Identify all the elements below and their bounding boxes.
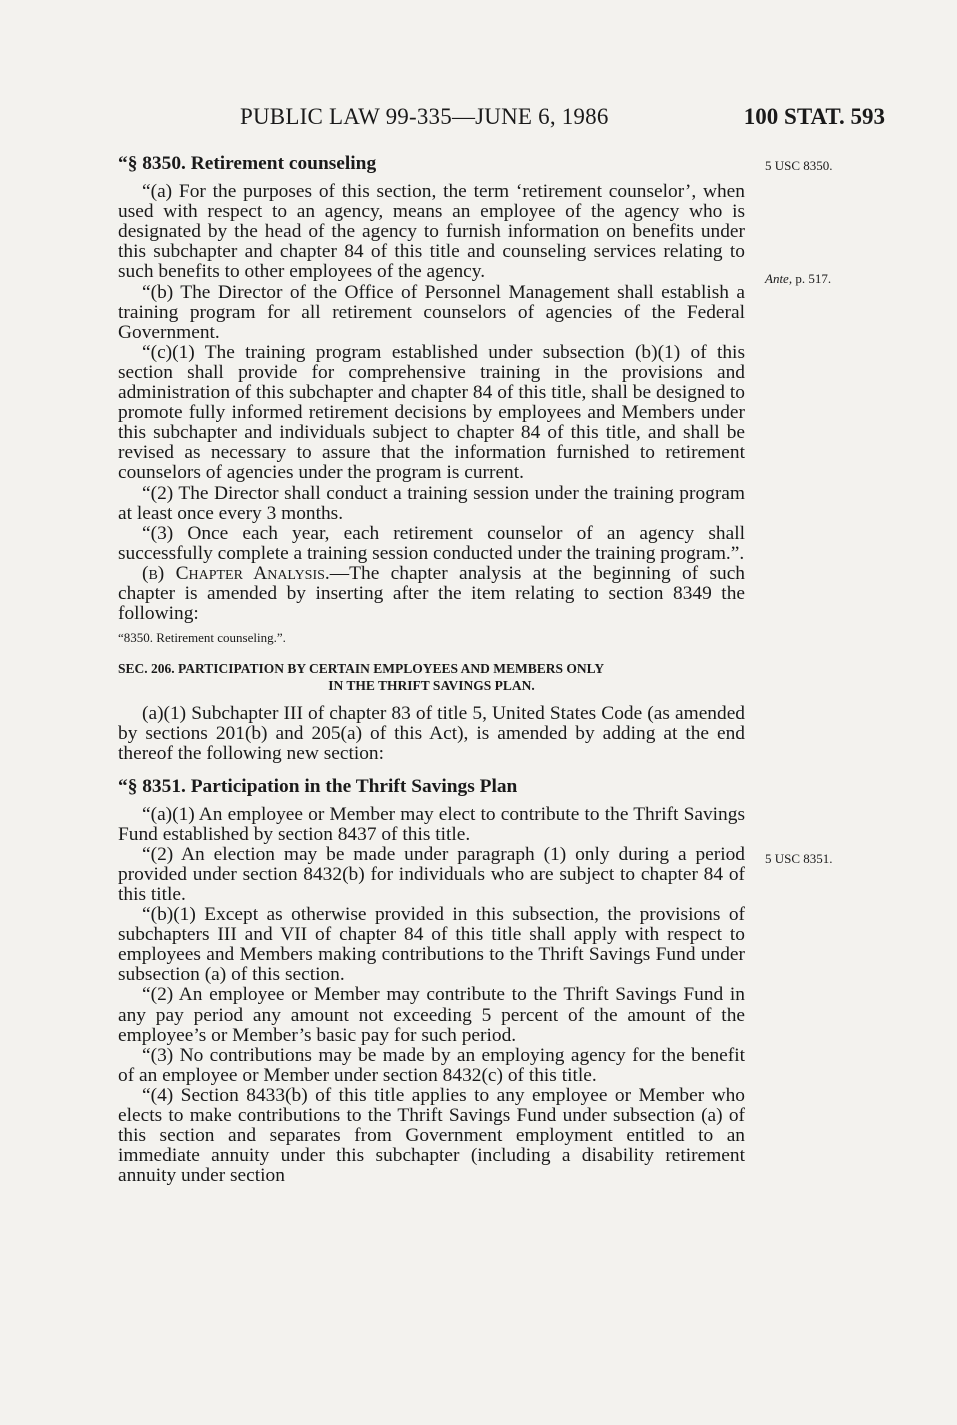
paragraph-8350-c3: “(3) Once each year, each retirement counselor of an agency shall successfully complete a training session conducted under the training program.”. — [118, 522, 745, 564]
paragraph-8351-b3: “(3) No contributions may be made by an employing agency for the benefit of an employee or Member under section 8432(c) of this title. — [118, 1044, 745, 1086]
main-text-column — [118, 154, 745, 1186]
paragraph-8350-c1: “(c)(1) The training program established under subsection (b)(1) of this section shall provide for comprehensive training in the provisions and administration of this subchapter and chapter 84 of this title, shall be designed to promote fully informed retirement decisions by employees and Members under this subchapter and individuals subject to chapter 84 of this title, and shall be revised as necessary to assure that the information furnished to retirement counselors of agencies under the program is current. — [118, 341, 745, 484]
running-header-stat-page: 100 STAT. 593 — [743, 104, 885, 129]
paragraph-8351-a1: “(a)(1) An employee or Member may elect to contribute to the Thrift Savings Fund established by section 8437 of this title. — [118, 803, 745, 845]
margin-note-usc-8351: 5 USC 8351. — [765, 851, 833, 866]
section-206-heading-line2: IN THE THRIFT SAVINGS PLAN. — [328, 678, 535, 694]
section-8350-heading: “§ 8350. Retirement counseling — [118, 153, 377, 174]
margin-note-usc-8350: 5 USC 8350. — [765, 158, 833, 173]
paragraph-206-a1: (a)(1) Subchapter III of chapter 83 of title 5, United States Code (as amended by sections 201(b) and 205(a) of this Act), is amended by adding at the end thereof the following new section: — [118, 703, 745, 765]
paragraph-8351-b1: “(b)(1) Except as otherwise provided in this subsection, the provisions of subchapters III and VII of chapter 84 of this title shall apply with respect to employees and Members making contributions to the Thrift Savings Fund under subsection (a) of this section. — [118, 904, 745, 986]
section-206-heading — [118, 660, 745, 694]
paragraph-8350-c2: “(2) The Director shall conduct a training session under the training program at least once every 3 months. — [118, 482, 745, 524]
section-206-heading-line1: SEC. 206. PARTICIPATION BY CERTAIN EMPLOYEES AND MEMBERS ONLY — [118, 661, 605, 677]
chapter-analysis-label: (b) Chapter Analysis. — [142, 562, 330, 584]
section-8351-heading: “§ 8351. Participation in the Thrift Savings Plan — [118, 775, 518, 797]
chapter-analysis-item-8350: “8350. Retirement counseling.”. — [118, 630, 286, 646]
margin-note-ante-page: p. 517. — [792, 271, 832, 286]
paragraph-8351-b4: “(4) Section 8433(b) of this title applies to any employee or Member who elects to make contributions to the Thrift Savings Fund under subsection (a) of this section and separates from Government employment entitled to an immediate annuity under this subchapter (including a disability retirement annuity under section — [118, 1084, 745, 1187]
paragraph-chapter-analysis — [118, 564, 745, 624]
running-header-title: PUBLIC LAW 99-335—JUNE 6, 1986 — [240, 104, 609, 129]
paragraph-8351-a2: “(2) An election may be made under paragraph (1) only during a period provided under section 8432(b) for individuals who are subject to chapter 84 of this title. — [118, 843, 745, 905]
chapter-analysis-text: —The chapter analysis at the beginning of such chapter is amended by inserting after the item relating to section 8349 the following: — [118, 562, 746, 625]
paragraph-8350-b: “(b) The Director of the Office of Personnel Management shall establish a training program for all retirement counselors of agencies of the Federal Government. — [118, 281, 745, 343]
margin-note-ante-italic: Ante, — [765, 271, 793, 286]
paragraph-8350-a: “(a) For the purposes of this section, the term ‘retirement counselor’, when used with respect to an agency, means an employee of the agency who is designated by the head of the agency to furnish information on benefits under this subchapter and chapter 84 of this title and counseling services relating to such benefits to other employees of the agency. — [118, 181, 745, 283]
paragraph-8351-b2: “(2) An employee or Member may contribute to the Thrift Savings Fund in any pay period any amount not exceeding 5 percent of the amount of the employee’s or Member’s basic pay for such period. — [118, 984, 745, 1046]
margin-note-ante — [765, 271, 831, 287]
